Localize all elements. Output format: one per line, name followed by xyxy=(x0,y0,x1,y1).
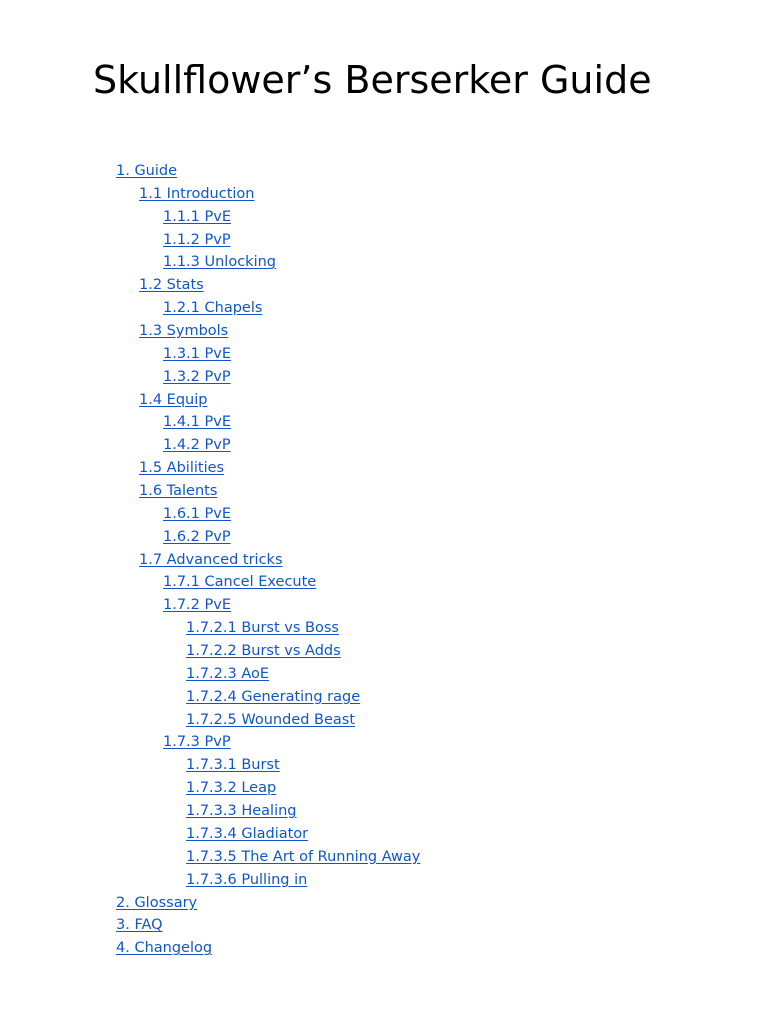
toc-item xyxy=(116,182,420,205)
toc-item xyxy=(116,936,420,959)
toc-link[interactable]: 1.3 Symbols xyxy=(139,323,229,340)
toc-item xyxy=(116,593,420,616)
toc-item xyxy=(116,913,420,936)
toc-item xyxy=(116,433,420,456)
toc-link[interactable]: 1.4.2 PvP xyxy=(163,437,231,454)
toc-item xyxy=(116,342,420,365)
toc-item xyxy=(116,548,420,571)
toc-item xyxy=(116,228,420,251)
toc-link[interactable]: 1.5 Abilities xyxy=(139,460,225,477)
table-of-contents xyxy=(116,159,420,959)
toc-link[interactable]: 2. Glossary xyxy=(116,894,198,911)
toc-item xyxy=(116,891,420,914)
toc-link[interactable]: 1.4 Equip xyxy=(139,391,208,408)
toc-link[interactable]: 1.7.3.6 Pulling in xyxy=(186,871,308,888)
toc-item xyxy=(116,365,420,388)
toc-link[interactable]: 1.7.2.1 Burst vs Boss xyxy=(186,620,339,637)
toc-link[interactable]: 1.1.2 PvP xyxy=(163,231,231,248)
toc-item xyxy=(116,708,420,731)
toc-item xyxy=(116,388,420,411)
toc-item xyxy=(116,662,420,685)
toc-link[interactable]: 1.7.3.1 Burst xyxy=(186,757,280,774)
toc-item xyxy=(116,525,420,548)
toc-link[interactable]: 1.6.1 PvE xyxy=(163,505,231,522)
toc-link[interactable]: 1.7.2 PvE xyxy=(163,597,231,614)
toc-item xyxy=(116,776,420,799)
toc-item xyxy=(116,753,420,776)
toc-link[interactable]: 1.7.3.3 Healing xyxy=(186,803,297,820)
toc-item xyxy=(116,273,420,296)
toc-item xyxy=(116,250,420,273)
toc-item xyxy=(116,319,420,342)
toc-link[interactable]: 3. FAQ xyxy=(116,917,163,934)
toc-item xyxy=(116,296,420,319)
toc-item xyxy=(116,868,420,891)
toc-link[interactable]: 1.1 Introduction xyxy=(139,185,255,202)
toc-link[interactable]: 1.7.2.5 Wounded Beast xyxy=(186,711,356,728)
toc-link[interactable]: 1.3.2 PvP xyxy=(163,368,231,385)
toc-link[interactable]: 1.7.1 Cancel Execute xyxy=(163,574,317,591)
document-title: Skullflower’s Berserker Guide xyxy=(93,58,652,102)
toc-link[interactable]: 1.1.3 Unlocking xyxy=(163,254,276,271)
toc-link[interactable]: 1.7.3.4 Gladiator xyxy=(186,825,309,842)
toc-item xyxy=(116,730,420,753)
toc-item xyxy=(116,639,420,662)
toc-link[interactable]: 1.3.1 PvE xyxy=(163,345,231,362)
toc-item xyxy=(116,502,420,525)
toc-link[interactable]: 1.7.3 PvP xyxy=(163,734,231,751)
toc-link[interactable]: 1.4.1 PvE xyxy=(163,414,231,431)
toc-item xyxy=(116,799,420,822)
toc-item xyxy=(116,570,420,593)
toc-link[interactable]: 1.6.2 PvP xyxy=(163,528,231,545)
toc-link[interactable]: 1.7.2.2 Burst vs Adds xyxy=(186,643,341,660)
toc-item xyxy=(116,456,420,479)
toc-item xyxy=(116,822,420,845)
toc-link[interactable]: 1.2.1 Chapels xyxy=(163,300,263,317)
toc-link[interactable]: 1.7.2.4 Generating rage xyxy=(186,688,361,705)
toc-item xyxy=(116,410,420,433)
toc-item xyxy=(116,845,420,868)
toc-link[interactable]: 1. Guide xyxy=(116,163,178,179)
toc-link[interactable]: 1.7.3.2 Leap xyxy=(186,780,277,797)
toc-link[interactable]: 1.6 Talents xyxy=(139,483,218,500)
toc-link[interactable]: 1.7.2.3 AoE xyxy=(186,665,270,682)
toc-link[interactable]: 1.7 Advanced tricks xyxy=(139,551,283,568)
toc-link[interactable]: 1.7.3.5 The Art of Running Away xyxy=(186,848,421,865)
toc-item xyxy=(116,685,420,708)
toc-item xyxy=(116,159,420,182)
toc-item xyxy=(116,479,420,502)
toc-item xyxy=(116,205,420,228)
toc-link[interactable]: 1.2 Stats xyxy=(139,277,204,294)
toc-item xyxy=(116,616,420,639)
toc-link[interactable]: 4. Changelog xyxy=(116,940,213,957)
toc-link[interactable]: 1.1.1 PvE xyxy=(163,208,231,225)
